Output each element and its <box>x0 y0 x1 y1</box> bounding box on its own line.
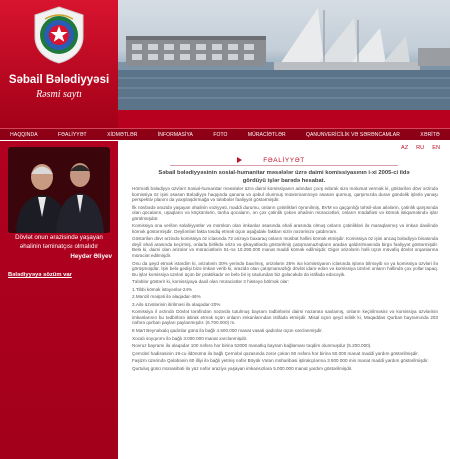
site-title: Səbail Bələdiyyəsi <box>8 74 110 86</box>
report-body <box>132 186 438 373</box>
sidebar <box>0 141 118 459</box>
paragraph: Çernobıl hadisəsinin 19-cu ildönümü ilə bağlı Çernobıl qəzasında zərər çəkən 50 nəfərə hər birinə 50.000 manat maddi yardım göstərilmişdir. <box>132 350 419 356</box>
nav-item-services[interactable]: XİDMƏTLƏR <box>107 131 138 138</box>
leaders-photo <box>8 147 110 233</box>
emblem-icon <box>31 5 87 65</box>
nav-item-legislation[interactable]: QANUNVERİCİLİK VƏ SƏRƏNCAMLAR <box>306 131 400 138</box>
main-content <box>118 141 450 459</box>
portrait-image <box>8 147 110 233</box>
nav-item-activity[interactable]: FƏALİYYƏT <box>58 131 87 138</box>
paragraph: Komissiya ona verilən səlahiyyətlər və mümkün olan imkanlar əsasında əhali arasında olmuş onların çətinlikləri ilə maraqlanmış və imkan daxilində kömək göstərmişdir. Deyilənləri fakta təsdiq etmək üçün aşağıdakı faktları sizin nəzərinizə çatdırıram. <box>132 223 438 234</box>
report-heading: Səbail bələdiyyəsinin sosial-humanitar məsələlər üzrə daimi komissiyasının i-xi 2005-ci ildə gördüyü işlər barədə hesabat. <box>158 170 410 184</box>
nav-item-photo[interactable]: FOTO <box>213 131 228 138</box>
paragraph: Göstərilən dövr ərzində komissiya öz iclasında 72 ərizəyə baxaraq onların müsbət həllini kömək etmişdir. Komissiya öz işini ancaq bələdiyyə binasında deyil əhali arasında keçirmiş, onlarla birlikdə ərizə və şikayətlərdə göstərilmiş çatışmamazlıqların aradan qaldırılmasında birgə fəaliyyət göstərmişdir. Belə ki, daimi olan ərizələr və müraciətlərin 51-nə 10.290.000 manat maddi kömək edilmişdir. Digər ərizələrin həlli üçün müvafiq dövlət orqanlarına müraciət edilmişdir. <box>132 236 438 259</box>
lang-az[interactable]: AZ <box>400 145 409 151</box>
paragraph: Tələblər göstərir ki, komissiyaya daxil olan müraciətlər 3 hissəyə bölmək olar: <box>132 279 290 285</box>
list-item: 1.Tibbi kömək istəyənlər-24% <box>132 286 193 292</box>
paragraph: 8 Mart Beynəlxalq qadınlar günü ilə bağlı 4.500.000 manat vasati qadınlar üçün xərclənmişdir. <box>132 328 323 334</box>
nav-item-map[interactable]: XƏRİTƏ <box>420 131 440 138</box>
site-header <box>0 0 450 138</box>
paragraph: Faşizm üzərində Qələbənin 60 illiyi ilə bağlı yetmiş nəfər Böyük Vətən müharibəsi iştirakçılarına 3 500 000 min manat maddi yardım göstərilmişdir. <box>132 358 429 364</box>
paragraph: Komissiya il ərzində Dövlət tərəfindən nəzərdə tutulmuş bayram tədbirlərini daimi nəzarətə saxlamış, onların keçirilməsini və komissiya üzvlərinin imkanlarının bu tədbirlərə istirak etmək üçün onların imkanlarından istifadə etmişdir. Misal üçün qeyd edirik ki, Məqaddas Qurban bayramında 203 nəfərə qurban payları paylanmışdır. (6.700.000) m. <box>132 309 438 326</box>
main-nav <box>0 128 450 140</box>
nav-item-information[interactable]: İNFORMASİYA <box>157 131 193 138</box>
paragraph: İlk növbədə ərazidə yaşayan əhalinin vəziyyəti, maddi durumu, onların çətinlikləri öyrənilmiş, BVM və qaçqınlığı təhsil-olan ailələrin, çətinlik qarşısında olan qocaların, uşaqların və köçkünlərin, tənha qocaların, ən çox çətinlik çəkən əhalinin müraciətləri, onların müdafiəsi və kömək istiqamətində işlər görülmüşdür. <box>132 204 438 221</box>
nav-item-appeals[interactable]: MÜRACİƏTLƏR <box>247 131 286 138</box>
header-photo <box>118 0 450 110</box>
seaside-building-image <box>118 0 450 110</box>
site-subtitle: Rəsmi saytı <box>36 89 82 100</box>
list-item: 2.Mənzil məişəti ilə əlaqədar-46% <box>132 294 201 300</box>
list-item: 3.Ailə üzvülərinin itirilməsi ilə əlaqədar-20% <box>132 301 221 307</box>
lang-ru[interactable]: RU <box>416 145 425 151</box>
paragraph: Onu da qeyd etmək istərdim ki, ərizələrin 30% yerində baxılmış, ərizələrin 35% isə komissiyanın iclasında işlənə bilməyib və ya komissiya üzvləri ilə görüşmüşdür. İşin belə gedişi bizə imkan verib ki, ərazidə olan çatışmamazlığı dövlət idarə edən və komissiya üzvləri onların həllində çox yollar tapaq. Bu işlər komissiya üzvləri üçün bir praktikadır ve belə bir iş üsulundan biz gələcəkdə də istifadə edəcəyik. <box>132 260 438 277</box>
paragraph: Qurtuluş günü münasibəti ilə yüz nəfər əraziyə yaşayan imkansızlara 5.000.000 manat yardım göstərilmişdir. <box>132 365 353 371</box>
feedback-link[interactable]: Bələdiyyəyə sözüm var <box>8 272 72 278</box>
brand-block[interactable] <box>0 0 118 128</box>
section-title: FƏALİYYƏT <box>263 157 305 164</box>
paragraph: Xocalı soyqırımı ilə bağlı 3.000.000 manat xərclənmişdir. <box>132 335 248 341</box>
paragraph: Hörmətli bələdiyyə üzvləri! Sosial-humanitar məsələlər üzrə daimi komissiyanın adından çıxış edərək sizə məlumat vermək ki, göstərilən dövr ərzində komissiya öz işini əsasən Bələdiyyə haqqında qanuna və qəbul olunmuş müəmmamnəyə əsasən qurmuş, qarşımızda duran gündəlik işlərlə yanaşı perspektiv planını da yaxşılaşdırmağa və tələbələr fəaliyyət göstərmişdir. <box>132 186 438 203</box>
nav-item-about[interactable]: HAQQINDA <box>10 131 38 138</box>
paragraph: Novruz bayramı ilə əlaqədar 100 nəfərə hər birinə 52000 manatlıq bayram bağlaması təqdim olunmuşdur (5.200.000). <box>132 343 372 349</box>
language-switcher <box>401 145 440 151</box>
sidebar-quote: Dövlət onun ərazisində yaşayan əhalinin təminatçısı olmalıdır <box>15 234 103 250</box>
title-divider <box>170 165 398 166</box>
lang-en[interactable]: EN <box>432 145 440 151</box>
quote-signature: Heydər Əliyev <box>70 253 112 260</box>
